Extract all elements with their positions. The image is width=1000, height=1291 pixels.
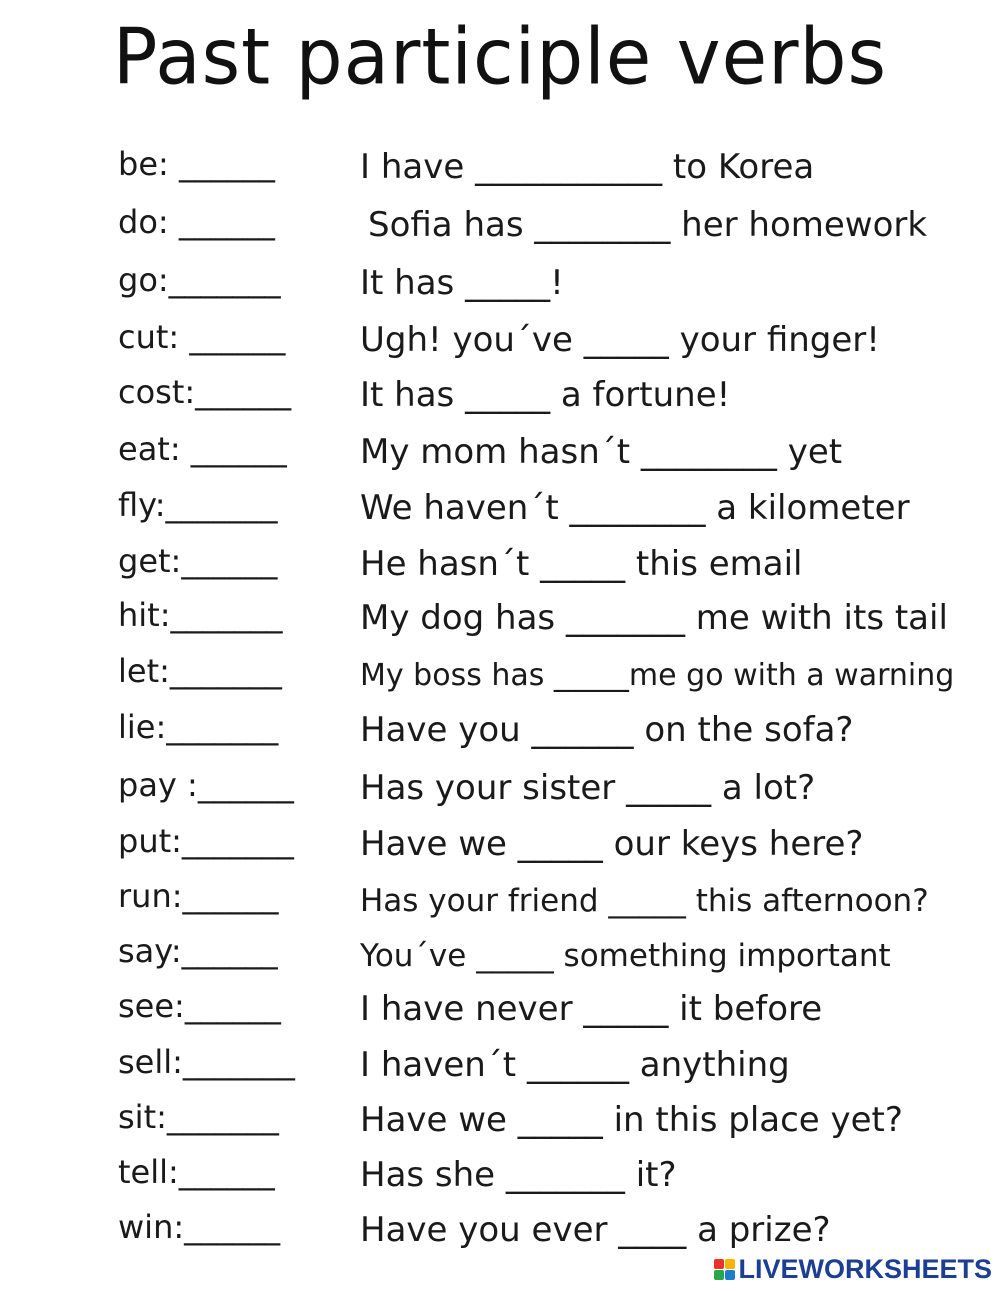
sentence: Have you ______ on the sofa? <box>360 710 854 750</box>
exercise-row-5 <box>0 373 1000 423</box>
exercise-row-19 <box>0 1153 1000 1203</box>
exercise-row-12 <box>0 766 1000 816</box>
verb-prompt: put:_______ <box>118 822 294 860</box>
logo-square-green <box>714 1270 724 1280</box>
verb-prompt: go:_______ <box>118 261 281 299</box>
exercise-row-4 <box>0 318 1000 368</box>
verb-prompt: hit:_______ <box>118 596 283 634</box>
logo-squares-icon <box>714 1259 735 1280</box>
verb-prompt: be: ______ <box>118 145 275 183</box>
sentence: My mom hasn´t ________ yet <box>360 432 843 472</box>
exercise-row-17 <box>0 1043 1000 1093</box>
sentence: Have you ever ____ a prize? <box>360 1210 831 1250</box>
logo-square-yellow <box>725 1259 735 1269</box>
exercise-row-18 <box>0 1098 1000 1148</box>
sentence: It has _____! <box>360 263 564 303</box>
verb-prompt: win:______ <box>118 1208 281 1246</box>
exercise-row-20 <box>0 1208 1000 1258</box>
verb-prompt: sell:_______ <box>118 1043 295 1081</box>
sentence: Have we _____ our keys here? <box>360 824 864 864</box>
verb-prompt: tell:______ <box>118 1153 275 1191</box>
exercise-row-15 <box>0 932 1000 982</box>
verb-prompt: let:_______ <box>118 652 282 690</box>
sentence: Have we _____ in this place yet? <box>360 1100 903 1140</box>
logo-square-blue <box>725 1270 735 1280</box>
sentence: Has your sister _____ a lot? <box>360 768 816 808</box>
sentence: Has she _______ it? <box>360 1155 677 1195</box>
sentence: You´ve _____ something important <box>360 938 891 974</box>
sentence: My boss has _____me go with a warning <box>360 658 955 693</box>
sentence: I have never _____ it before <box>360 989 823 1029</box>
verb-prompt: cost:______ <box>118 373 292 411</box>
sentence: Ugh! you´ve _____ your finger! <box>360 320 880 360</box>
sentence: I have ___________ to Korea <box>360 147 815 187</box>
liveworksheets-logo <box>714 1254 992 1285</box>
sentence: My dog has _______ me with its tail <box>360 598 948 638</box>
exercise-row-9 <box>0 596 1000 646</box>
verb-prompt: lie:_______ <box>118 708 279 746</box>
exercise-row-16 <box>0 987 1000 1037</box>
verb-prompt: get:______ <box>118 542 278 580</box>
verb-prompt: cut: ______ <box>118 318 286 356</box>
verb-prompt: run:______ <box>118 877 279 915</box>
sentence: He hasn´t _____ this email <box>360 544 803 584</box>
exercise-row-2 <box>0 203 1000 253</box>
sentence: Sofia has ________ her homework <box>368 205 928 245</box>
page-title: Past participle verbs <box>112 11 888 103</box>
verb-prompt: do: ______ <box>118 203 275 241</box>
exercise-row-1 <box>0 145 1000 195</box>
exercise-row-13 <box>0 822 1000 872</box>
verb-prompt: eat: ______ <box>118 430 287 468</box>
exercise-row-8 <box>0 542 1000 592</box>
exercise-row-10 <box>0 652 1000 702</box>
verb-prompt: sit:_______ <box>118 1098 279 1136</box>
logo-text: LIVEWORKSHEETS <box>738 1254 992 1284</box>
exercise-row-11 <box>0 708 1000 758</box>
verb-prompt: say:______ <box>118 932 278 970</box>
logo-square-red <box>714 1259 724 1269</box>
verb-prompt: fly:_______ <box>118 486 278 524</box>
verb-prompt: see:______ <box>118 987 281 1025</box>
sentence: It has _____ a fortune! <box>360 375 731 415</box>
exercise-row-7 <box>0 486 1000 536</box>
verb-prompt: pay :______ <box>118 766 294 804</box>
sentence: We haven´t ________ a kilometer <box>360 488 910 528</box>
exercise-row-14 <box>0 877 1000 927</box>
sentence: I haven´t ______ anything <box>360 1045 790 1085</box>
exercise-row-6 <box>0 430 1000 480</box>
sentence: Has your friend _____ this afternoon? <box>360 883 929 919</box>
exercise-row-3 <box>0 261 1000 311</box>
